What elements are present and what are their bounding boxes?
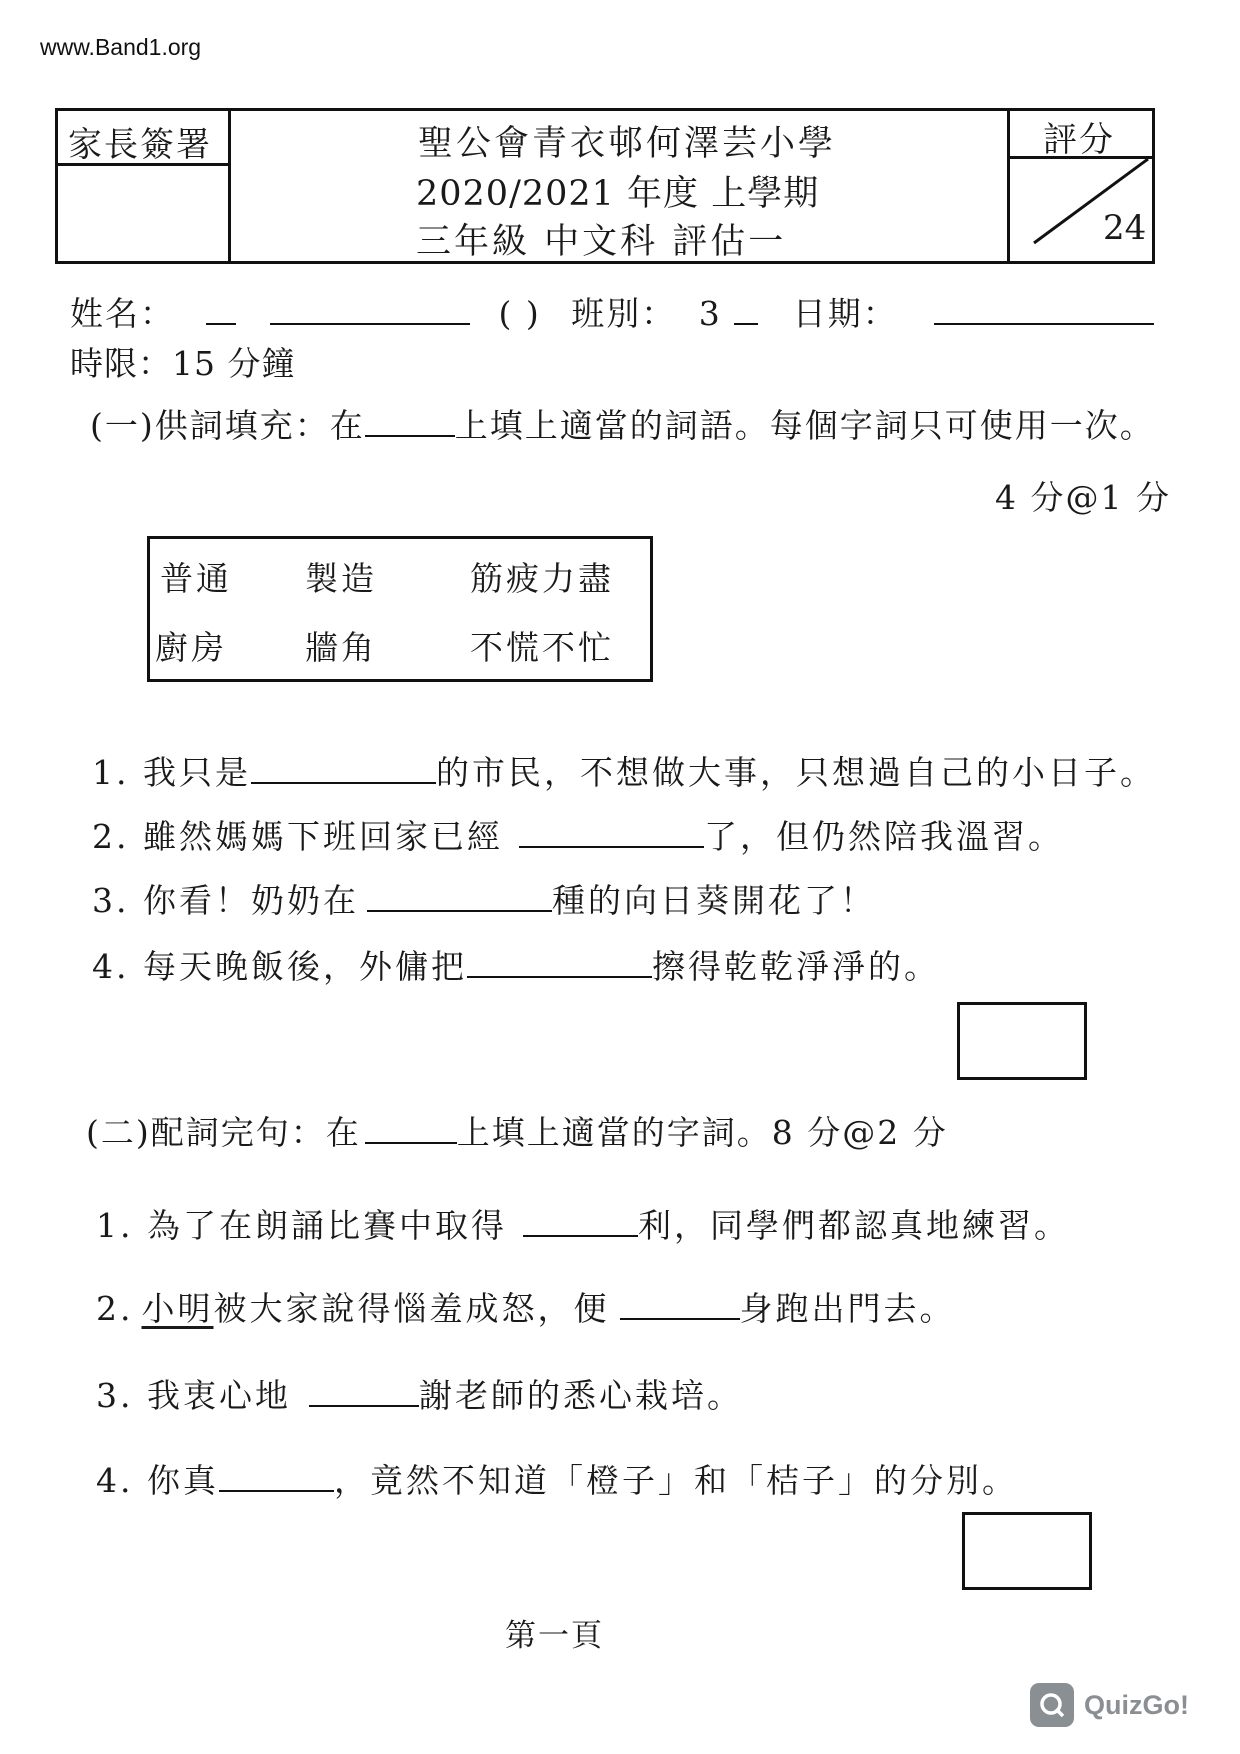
class-label: 班別： bbox=[571, 294, 677, 333]
watermark-site: www.Band1.org bbox=[40, 34, 202, 60]
question-text: 1. 為了在朗誦比賽中取得 bbox=[96, 1206, 507, 1245]
section1-heading bbox=[90, 400, 1155, 447]
word-bank-item: 牆角 bbox=[305, 628, 377, 667]
word-bank-item: 筋疲力盡 bbox=[470, 559, 614, 598]
question-text: 1. 我只是 bbox=[92, 753, 251, 792]
question-text: 身跑出門去。 bbox=[739, 1289, 956, 1328]
answer-blank[interactable] bbox=[620, 1290, 740, 1320]
question-text: 被大家說得惱羞成怒，便 bbox=[213, 1289, 610, 1328]
question-text: 利，同學們都認真地練習。 bbox=[637, 1206, 1070, 1245]
answer-blank[interactable] bbox=[523, 1207, 638, 1237]
class-value: 3 bbox=[698, 294, 722, 333]
question-text: 4. 每天晚飯後，外傭把 bbox=[92, 947, 467, 986]
section2-heading-part: (二)配詞完句：在 bbox=[86, 1113, 361, 1152]
question-number: 2. bbox=[96, 1289, 134, 1328]
question-1-1 bbox=[92, 747, 1156, 794]
brand-logo bbox=[1030, 1683, 1189, 1727]
question-text: 擦得乾乾淨淨的。 bbox=[651, 947, 940, 986]
word-bank-item: 製造 bbox=[305, 559, 377, 598]
question-2-3 bbox=[96, 1370, 743, 1417]
quizgo-icon bbox=[1030, 1683, 1074, 1727]
question-2-4 bbox=[96, 1455, 1018, 1502]
header-divider bbox=[1007, 108, 1010, 264]
question-1-4 bbox=[92, 941, 940, 988]
answer-blank[interactable] bbox=[467, 948, 652, 978]
name-blank[interactable] bbox=[206, 295, 236, 325]
proper-noun-underlined: 小明 bbox=[141, 1289, 214, 1328]
question-text: 3. 你看！奶奶在 bbox=[92, 881, 359, 920]
time-limit: 時限：15 分鐘 bbox=[70, 344, 296, 383]
heading-blank bbox=[365, 407, 455, 437]
answer-blank[interactable] bbox=[251, 754, 436, 784]
question-1-3 bbox=[92, 875, 876, 922]
name-label: 姓名： bbox=[70, 294, 175, 333]
class-blank[interactable] bbox=[734, 295, 758, 325]
question-1-2 bbox=[92, 811, 1064, 858]
section1-heading-part: 上填上適當的詞語。每個字詞只可使用一次。 bbox=[454, 406, 1155, 445]
question-2-1 bbox=[96, 1200, 1070, 1247]
question-2-2 bbox=[96, 1283, 956, 1330]
question-text: 3. 我衷心地 bbox=[96, 1376, 291, 1415]
score-total: 24 bbox=[1103, 208, 1147, 248]
question-text: 4. 你真 bbox=[96, 1461, 219, 1500]
section1-heading-part: (一)供詞填充：在 bbox=[90, 406, 365, 445]
word-bank-item: 廚房 bbox=[155, 628, 227, 667]
year-term: 2020/2021 年度 上學期 bbox=[416, 174, 820, 214]
date-label: 日期： bbox=[792, 294, 898, 333]
page-number: 第一頁 bbox=[505, 1618, 604, 1654]
question-text: 2. 雖然媽媽下班回家已經 bbox=[92, 817, 503, 856]
answer-blank[interactable] bbox=[367, 882, 552, 912]
brand-name: QuizGo! bbox=[1084, 1689, 1189, 1720]
section2-heading bbox=[86, 1107, 948, 1154]
section2-heading-part: 上填上適當的字詞。8 分@2 分 bbox=[456, 1113, 948, 1152]
question-text: 的市民，不想做大事，只想過自己的小日子。 bbox=[435, 753, 1156, 792]
header-divider bbox=[228, 108, 231, 264]
question-text: 種的向日葵開花了！ bbox=[551, 881, 876, 920]
answer-blank[interactable] bbox=[219, 1462, 334, 1492]
date-blank[interactable] bbox=[934, 295, 1154, 325]
answer-blank[interactable] bbox=[519, 818, 704, 848]
word-bank-item: 普通 bbox=[160, 559, 232, 598]
question-text: 謝老師的悉心栽培。 bbox=[418, 1376, 743, 1415]
grade-subject: 三年級 中文科 評估一 bbox=[416, 222, 787, 262]
school-name: 聖公會青衣邨何澤芸小學 bbox=[418, 124, 837, 164]
class-number-paren: ( ) bbox=[498, 294, 541, 333]
section1-score-box[interactable] bbox=[957, 1002, 1087, 1080]
parent-signature-label: 家長簽署 bbox=[68, 125, 212, 165]
word-bank-item: 不慌不忙 bbox=[470, 628, 614, 667]
student-info-row bbox=[70, 288, 1154, 335]
name-blank[interactable] bbox=[270, 295, 470, 325]
section1-marks: 4 分@1 分 bbox=[995, 478, 1171, 517]
score-label: 評分 bbox=[1043, 120, 1115, 160]
question-text: 了，但仍然陪我溫習。 bbox=[703, 817, 1064, 856]
answer-blank[interactable] bbox=[309, 1377, 419, 1407]
question-text: ，竟然不知道「橙子」和「桔子」的分別。 bbox=[333, 1461, 1018, 1500]
section2-score-box[interactable] bbox=[962, 1512, 1092, 1590]
heading-blank bbox=[365, 1114, 457, 1144]
